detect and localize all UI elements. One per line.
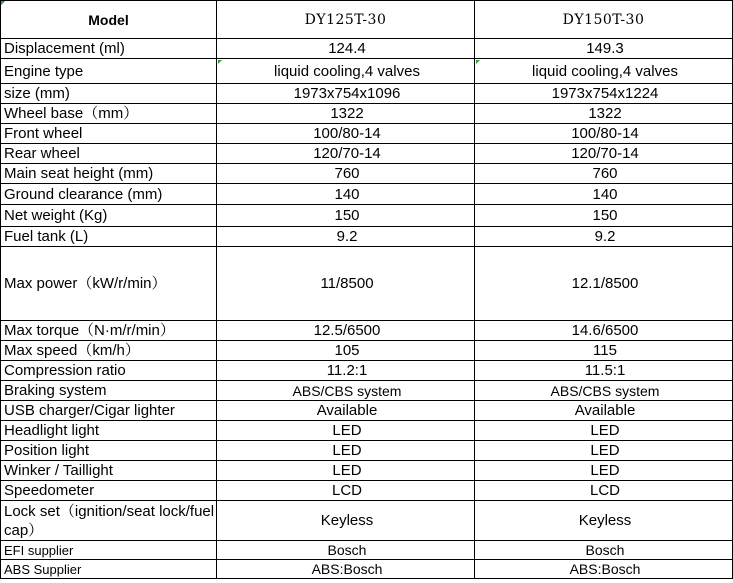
row-value-2: LED [475, 441, 733, 461]
row-label: Max torque（N·m/r/min） [1, 321, 217, 341]
table-row [1, 501, 733, 541]
row-label: Front wheel [1, 124, 217, 144]
table-row [1, 381, 733, 401]
row-value-2: 9.2 [475, 227, 733, 247]
row-value-2: Available [475, 401, 733, 421]
table-row [1, 144, 733, 164]
cell-marker [476, 60, 480, 64]
row-value-1: 124.4 [217, 39, 475, 59]
header-model-2: DY150T-30 [475, 1, 733, 39]
row-value-1: ABS/CBS system [217, 381, 475, 401]
row-value-1: Bosch [217, 541, 475, 560]
row-label: Headlight light [1, 421, 217, 441]
row-value-1: 12.5/6500 [217, 321, 475, 341]
row-value-2: 150 [475, 205, 733, 227]
row-value-2: 140 [475, 184, 733, 205]
row-label: Engine type [1, 59, 217, 84]
row-label: size (mm) [1, 84, 217, 104]
row-value-1: LED [217, 441, 475, 461]
table-row [1, 481, 733, 501]
row-label: Max power（kW/r/min） [1, 247, 217, 321]
row-label: Position light [1, 441, 217, 461]
row-label: Rear wheel [1, 144, 217, 164]
row-value-2: Keyless [475, 501, 733, 541]
table-row [1, 227, 733, 247]
row-value-1: liquid cooling,4 valves [217, 59, 475, 84]
table-row [1, 39, 733, 59]
row-value-1: 105 [217, 341, 475, 361]
table-row [1, 441, 733, 461]
row-value-2: Bosch [475, 541, 733, 560]
table-row [1, 401, 733, 421]
row-value-2: 120/70-14 [475, 144, 733, 164]
row-value-2: 100/80-14 [475, 124, 733, 144]
row-value-1: 150 [217, 205, 475, 227]
table-row [1, 421, 733, 441]
table-row [1, 59, 733, 84]
row-label: Wheel base（mm） [1, 104, 217, 124]
row-label: Fuel tank (L) [1, 227, 217, 247]
row-value-1: 9.2 [217, 227, 475, 247]
row-value-2: ABS:Bosch [475, 560, 733, 579]
table-row [1, 84, 733, 104]
row-value-1: 1973x754x1096 [217, 84, 475, 104]
row-value-2: liquid cooling,4 valves [475, 59, 733, 84]
row-label: Winker / Taillight [1, 461, 217, 481]
row-label: EFI supplier [1, 541, 217, 560]
row-label: Main seat height (mm) [1, 164, 217, 184]
table-row [1, 205, 733, 227]
row-label: Lock set（ignition/seat lock/fuel cap） [1, 501, 217, 541]
row-value-1: 140 [217, 184, 475, 205]
row-value-1: LED [217, 421, 475, 441]
cell-marker [218, 60, 222, 64]
table-row [1, 321, 733, 341]
row-label: Braking system [1, 381, 217, 401]
row-value-2: 14.6/6500 [475, 321, 733, 341]
row-value-2: 115 [475, 341, 733, 361]
row-value-2: LED [475, 421, 733, 441]
row-value-1: 100/80-14 [217, 124, 475, 144]
row-label: Displacement (ml) [1, 39, 217, 59]
row-value-1: 760 [217, 164, 475, 184]
row-value-1: 11.2:1 [217, 361, 475, 381]
table-row [1, 104, 733, 124]
table-row [1, 164, 733, 184]
header-model-label: Model [1, 1, 217, 39]
row-value-1: 120/70-14 [217, 144, 475, 164]
row-label: Compression ratio [1, 361, 217, 381]
row-value-2: 760 [475, 164, 733, 184]
row-label: Ground clearance (mm) [1, 184, 217, 205]
row-value-1: LED [217, 461, 475, 481]
row-value-2: LED [475, 461, 733, 481]
row-value-2: 1322 [475, 104, 733, 124]
row-value-1: 11/8500 [217, 247, 475, 321]
table-row [1, 247, 733, 321]
row-value-2: 149.3 [475, 39, 733, 59]
row-value-2: LCD [475, 481, 733, 501]
table-row [1, 361, 733, 381]
table-row [1, 124, 733, 144]
row-value-2: 11.5:1 [475, 361, 733, 381]
row-value-1: LCD [217, 481, 475, 501]
row-label: Speedometer [1, 481, 217, 501]
header-model-1: DY125T-30 [217, 1, 475, 39]
table-row [1, 541, 733, 560]
header-row [1, 1, 733, 39]
row-label: Max speed（km/h） [1, 341, 217, 361]
row-value-1: Keyless [217, 501, 475, 541]
row-value-2: 1973x754x1224 [475, 84, 733, 104]
row-label: ABS Supplier [1, 560, 217, 579]
row-label: Net weight (Kg) [1, 205, 217, 227]
row-value-1: 1322 [217, 104, 475, 124]
row-value-2: ABS/CBS system [475, 381, 733, 401]
table-row [1, 560, 733, 579]
table-row [1, 341, 733, 361]
row-label: USB charger/Cigar lighter [1, 401, 217, 421]
row-value-1: ABS:Bosch [217, 560, 475, 579]
row-value-1: Available [217, 401, 475, 421]
table-row [1, 461, 733, 481]
row-value-2: 12.1/8500 [475, 247, 733, 321]
table-row [1, 184, 733, 205]
